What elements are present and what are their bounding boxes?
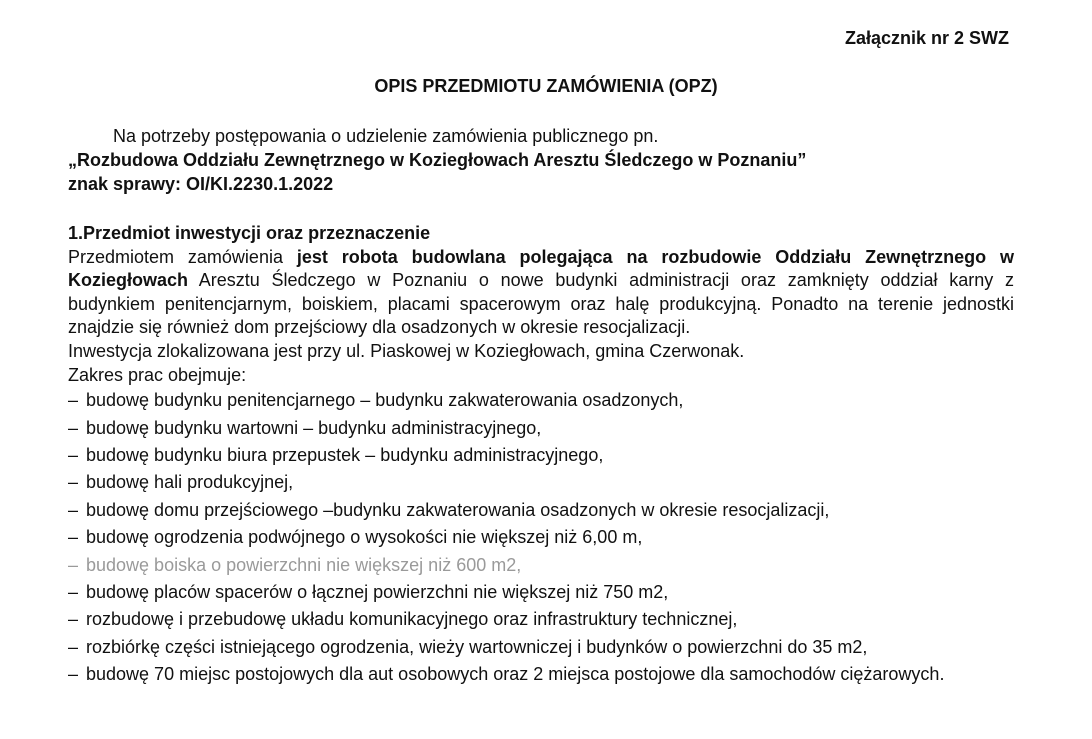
- list-item: [68, 469, 1014, 496]
- list-item-text: budowę budynku penitencjarnego – budynku zakwaterowania osadzonych,: [86, 390, 684, 411]
- dash-marker: –: [68, 472, 79, 493]
- dash-marker: –: [68, 444, 79, 465]
- list-item: [68, 579, 1014, 606]
- list-item: [68, 415, 1014, 442]
- list-item-text: rozbiórkę części istniejącego ogrodzenia, wieży wartowniczej i budynków o powierzchni do 35 m2,: [86, 636, 868, 657]
- list-item-text: budowę budynku wartowni – budynku administracyjnego,: [86, 417, 542, 438]
- list-item: [68, 606, 1014, 633]
- dash-marker: –: [68, 582, 79, 602]
- list-item: [68, 661, 1014, 687]
- document-title: OPIS PRZEDMIOTU ZAMÓWIENIA (OPZ): [374, 76, 718, 96]
- intro-block: [68, 124, 1016, 196]
- list-item: [68, 497, 1014, 524]
- list-item: [68, 387, 1014, 414]
- list-item-text: budowę 70 miejsc postojowych dla aut osobowych oraz 2 miejsca postojowe dla samochodów ciężarowych.: [86, 664, 945, 685]
- scope-list: [68, 387, 1014, 687]
- attachment-label: Załącznik nr 2 SWZ: [844, 28, 1009, 48]
- project-name: „Rozbudowa Oddziału Zewnętrznego w Koziegłowach Aresztu Śledczego w Poznaniu”: [68, 150, 807, 170]
- dash-marker: –: [68, 609, 79, 630]
- list-item: [68, 442, 1014, 469]
- list-item-text: rozbudowę i przebudowę układu komunikacyjnego oraz infrastruktury technicznej,: [86, 609, 738, 630]
- subject-bold: jest robota budowlana polegająca na rozbudowie Oddziału Zewnętrznego w Koziegłowach: [68, 246, 1015, 291]
- list-item-text: budowę hali produkcyjnej,: [86, 472, 294, 493]
- dash-marker: –: [68, 417, 79, 438]
- location-paragraph: Inwestycja zlokalizowana jest przy ul. Piaskowej w Koziegłowach, gmina Czerwonak.: [68, 340, 745, 361]
- list-item-text: budowę placów spacerów o łącznej powierzchni nie większej niż 750 m2,: [86, 582, 669, 602]
- list-item-text: budowę boiska o powierzchni nie większej niż 600 m2,: [86, 554, 522, 575]
- list-item-text: budowę budynku biura przepustek – budynku administracyjnego,: [86, 444, 604, 465]
- list-item: [68, 552, 1014, 579]
- dash-marker: –: [68, 527, 79, 548]
- dash-marker: –: [68, 554, 79, 575]
- dash-marker: –: [68, 390, 79, 411]
- case-number: znak sprawy: OI/KI.2230.1.2022: [68, 174, 334, 194]
- subject-rest: Aresztu Śledczego w Poznaniu o nowe budynki administracji oraz zamknięty oddział karny z budynkiem penitencjarnym, boiskiem, placami spacerowym oraz halę produkcyjną. Ponadto na terenie jednostki znajdzie się również dom przejściowy dla osadzonych w okresie resocjalizacji.: [68, 270, 1014, 338]
- scope-intro: Zakres prac obejmuje:: [68, 364, 247, 385]
- list-item: [68, 524, 1014, 551]
- subject-paragraph: [68, 246, 1014, 340]
- dash-marker: –: [68, 636, 79, 657]
- dash-marker: –: [68, 499, 79, 520]
- list-item-text: budowę ogrodzenia podwójnego o wysokości nie większej niż 6,00 m,: [86, 527, 643, 548]
- section-heading: 1.Przedmiot inwestycji oraz przeznaczenie: [68, 223, 431, 243]
- list-item: [68, 634, 1014, 661]
- subject-intro: Przedmiotem zamówienia: [68, 246, 297, 267]
- intro-line: Na potrzeby postępowania o udzielenie zamówienia publicznego pn.: [113, 126, 659, 146]
- dash-marker: –: [68, 664, 79, 685]
- list-item-text: budowę domu przejściowego –budynku zakwaterowania osadzonych w okresie resocjalizacji,: [86, 499, 830, 520]
- section-1: [68, 222, 1014, 687]
